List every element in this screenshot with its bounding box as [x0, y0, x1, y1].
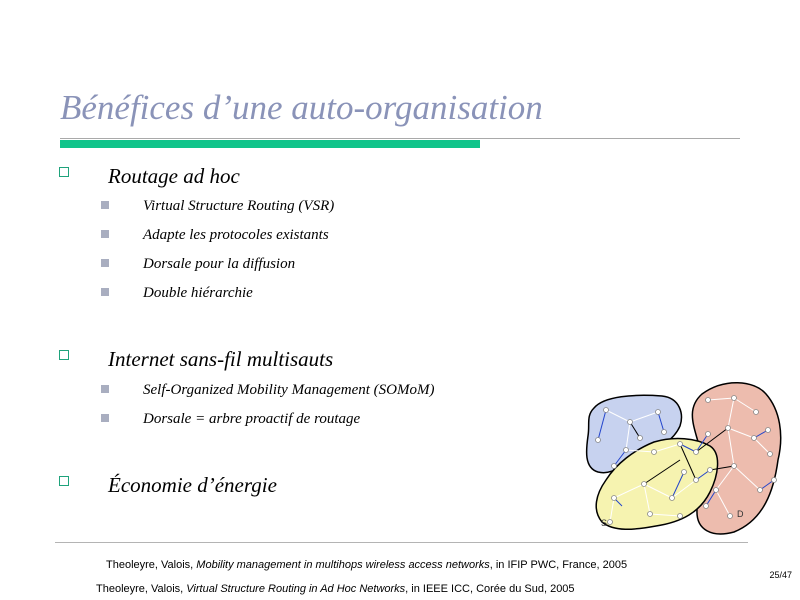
item-bullet-icon — [101, 288, 109, 296]
item-bullet-icon — [101, 201, 109, 209]
page-number: 25/47 — [769, 570, 792, 580]
reference-authors: Theoleyre, Valois, — [106, 559, 197, 571]
title-accent-bar — [60, 140, 480, 148]
footer-divider — [55, 542, 748, 543]
slide-title: Bénéfices d’une auto-organisation — [60, 88, 543, 127]
section-bullet-icon — [59, 476, 69, 486]
list-item: Self-Organized Mobility Management (SOMoM) — [143, 382, 435, 398]
destination-node-label: D — [737, 509, 744, 519]
reference-title: Mobility management in multihops wireless access networks — [196, 559, 490, 571]
section-bullet-icon — [59, 350, 69, 360]
list-item: Dorsale = arbre proactif de routage — [143, 411, 361, 427]
list-item: Dorsale pour la diffusion — [143, 256, 296, 272]
network-clusters-diagram — [584, 380, 784, 540]
item-bullet-icon — [101, 230, 109, 238]
section-heading-internet: Internet sans-fil multisauts — [108, 347, 334, 371]
reference-2 — [96, 583, 575, 595]
reference-title: Virtual Structure Routing in Ad Hoc Networks — [186, 583, 406, 595]
reference-venue: , in IFIP PWC, France, 2005 — [489, 559, 628, 571]
item-bullet-icon — [101, 385, 109, 393]
title-underline — [60, 138, 740, 139]
item-bullet-icon — [101, 414, 109, 422]
list-item: Adapte les protocoles existants — [143, 227, 329, 243]
reference-venue: , in IEEE ICC, Corée du Sud, 2005 — [405, 583, 575, 595]
list-item: Double hiérarchie — [143, 285, 253, 301]
reference-authors: Theoleyre, Valois, — [96, 583, 187, 595]
list-item: Virtual Structure Routing (VSR) — [143, 198, 335, 214]
section-heading-routage: Routage ad hoc — [108, 164, 240, 188]
reference-1 — [106, 559, 627, 571]
section-heading-energie: Économie d’énergie — [108, 473, 277, 497]
item-bullet-icon — [101, 259, 109, 267]
section-bullet-icon — [59, 167, 69, 177]
source-node-label: S — [601, 518, 608, 528]
